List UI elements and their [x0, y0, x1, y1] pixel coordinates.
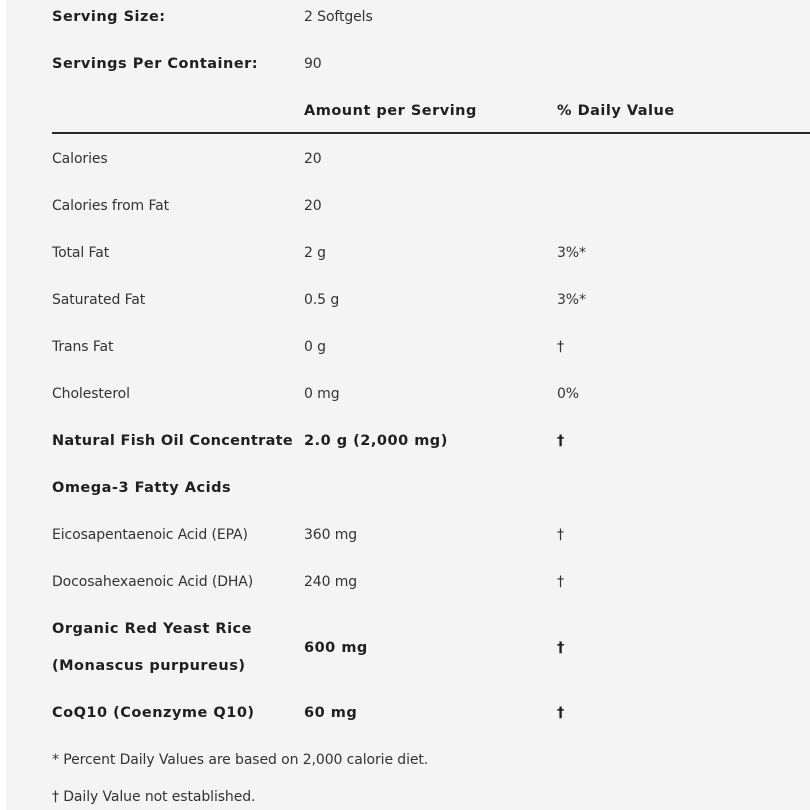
serving-size-value: 2 Softgels — [304, 9, 373, 25]
nutrient-dv-dha: † — [557, 574, 564, 590]
nutrient-name-calories-from-fat: Calories from Fat — [52, 198, 169, 214]
nutrient-name-omega3: Omega-3 Fatty Acids — [52, 480, 232, 496]
nutrient-name-red-yeast-rice-line1: Organic Red Yeast Rice — [52, 621, 252, 637]
servings-per-container-value: 90 — [304, 56, 322, 72]
nutrient-amount-total-fat: 2 g — [304, 245, 326, 261]
nutrient-name-trans-fat: Trans Fat — [52, 339, 114, 355]
footnote-dv-not-established: † Daily Value not established. — [52, 789, 256, 805]
nutrient-name-calories: Calories — [52, 151, 108, 167]
nutrient-amount-coq10: 60 mg — [304, 705, 358, 721]
nutrient-amount-epa: 360 mg — [304, 527, 358, 543]
nutrient-name-coq10: CoQ10 (Coenzyme Q10) — [52, 705, 255, 721]
supplement-facts-panel — [6, 0, 810, 810]
nutrient-dv-coq10: † — [557, 705, 565, 721]
nutrient-name-fish-oil: Natural Fish Oil Concentrate — [52, 433, 294, 449]
nutrient-name-cholesterol: Cholesterol — [52, 386, 130, 402]
nutrient-name-dha: Docosahexaenoic Acid (DHA) — [52, 574, 254, 590]
nutrient-dv-fish-oil: † — [557, 433, 565, 449]
nutrient-amount-calories: 20 — [304, 151, 322, 167]
nutrient-amount-fish-oil: 2.0 g (2,000 mg) — [304, 433, 448, 449]
serving-size-label: Serving Size: — [52, 9, 166, 25]
nutrient-dv-epa: † — [557, 527, 564, 543]
nutrient-amount-trans-fat: 0 g — [304, 339, 326, 355]
nutrient-dv-total-fat: 3%* — [557, 245, 586, 261]
nutrient-name-red-yeast-rice-line2: (Monascus purpureus) — [52, 658, 246, 674]
nutrient-name-epa: Eicosapentaenoic Acid (EPA) — [52, 527, 248, 543]
footnote-percent-daily-value: * Percent Daily Values are based on 2,000 calorie diet. — [52, 752, 429, 768]
header-divider — [52, 132, 810, 134]
amount-per-serving-header: Amount per Serving — [304, 103, 477, 119]
nutrient-amount-calories-from-fat: 20 — [304, 198, 322, 214]
daily-value-header: % Daily Value — [557, 103, 675, 119]
nutrient-amount-saturated-fat: 0.5 g — [304, 292, 340, 308]
nutrient-dv-red-yeast-rice: † — [557, 640, 565, 656]
servings-per-container-label: Servings Per Container: — [52, 56, 259, 72]
nutrient-dv-saturated-fat: 3%* — [557, 292, 586, 308]
nutrient-amount-cholesterol: 0 mg — [304, 386, 340, 402]
nutrient-name-total-fat: Total Fat — [52, 245, 110, 261]
nutrient-amount-dha: 240 mg — [304, 574, 358, 590]
nutrient-dv-trans-fat: † — [557, 339, 564, 355]
nutrient-dv-cholesterol: 0% — [557, 386, 580, 402]
nutrient-amount-red-yeast-rice: 600 mg — [304, 640, 368, 656]
nutrient-name-saturated-fat: Saturated Fat — [52, 292, 146, 308]
